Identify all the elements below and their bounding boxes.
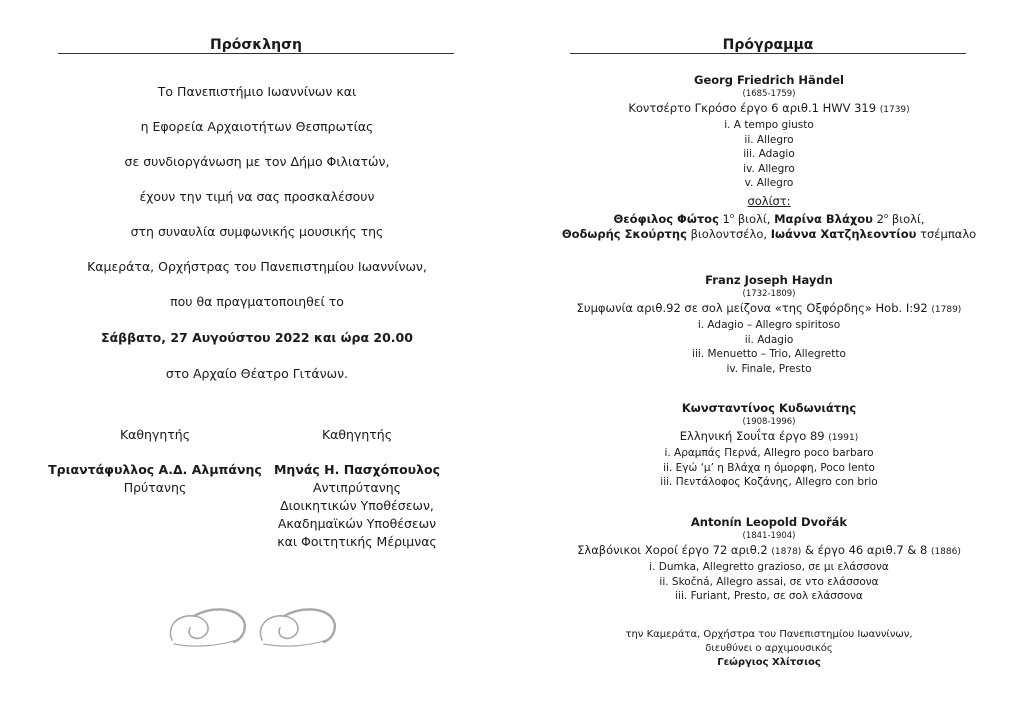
- programme-item-kydoniatis: [542, 401, 996, 490]
- work-title: Κοντσέρτο Γκρόσο έργο 6 αριθ.1 HWV 319 (1739): [628, 101, 910, 115]
- movement: iii. Menuetto – Trio, Allegretto: [692, 348, 846, 361]
- movement: ii. Εγώ ‘μ’ η Βλάχα η όμορφη, Poco lento: [663, 461, 875, 474]
- soloists-label: σολίστ:: [747, 193, 791, 208]
- movement: iii. Furiant, Presto, σε σολ ελάσσονα: [675, 590, 863, 603]
- composer-name: Franz Joseph Haydn: [705, 273, 833, 287]
- conductor-intro: διευθύνει ο αρχιμουσικός: [705, 643, 833, 654]
- event-date: Σάββατο, 27 Αυγούστου 2022 και ώρα 20.00: [101, 330, 413, 345]
- movement: iv. Finale, Presto: [726, 362, 812, 375]
- signatory-left-name: Τριαντάφυλλος Α.Δ. Αλμπάνης: [48, 462, 262, 477]
- programme-item-dvorak: [542, 515, 996, 604]
- programme-footer: [542, 628, 996, 670]
- invitation-heading-rule: [58, 53, 454, 54]
- movement: iii. Adagio: [743, 148, 795, 161]
- work-title: Συμφωνία αριθ.92 σε σολ μείζονα «της Οξφόρδης» Hob. I:92 (1789): [576, 301, 962, 315]
- signatory-left: [40, 461, 270, 497]
- movement: iii. Πεντάλοφος Κοζάνης, Allegro con brio: [660, 476, 878, 489]
- decorative-swirl-ornament: [164, 600, 350, 650]
- signatory-right-role: Διοικητικών Υποθέσεων,: [280, 498, 434, 513]
- programme-heading-rule: [570, 53, 966, 54]
- composer-years: (1732-1809): [742, 289, 796, 299]
- invitation-line: που θα πραγματοποιηθεί το: [170, 294, 344, 309]
- composer-name: Georg Friedrich Händel: [694, 73, 844, 87]
- soloists-line-2: Θοδωρής Σκούρτης βιολοντσέλο, Ιωάννα Χατζηλεοντίου τσέμπαλο: [561, 227, 977, 242]
- soloists-line-1: Θεόφιλος Φώτος $1^o$ βιολί, Μαρίνα Βλάχου $2^o$ βιολί,: [613, 211, 925, 226]
- conductor-name: Γεώργιος Χλίτσιος: [717, 657, 821, 668]
- signatory-left-title: Καθηγητής: [119, 427, 191, 442]
- event-venue: στο Αρχαίο Θέατρο Γιτάνων.: [165, 366, 349, 381]
- invitation-heading: Πρόσκληση: [210, 37, 302, 53]
- composer-name: Κωνσταντίνος Κυδωνιάτης: [681, 401, 857, 415]
- composer-years: (1685-1759): [742, 89, 796, 99]
- invitation-line: Καμεράτα, Ορχήστρας του Πανεπιστημίου Ιωαννίνων,: [87, 259, 427, 274]
- movement: ii. Adagio: [744, 333, 794, 346]
- movement: ii. Allegro: [744, 133, 794, 146]
- programme-heading: Πρόγραμμα: [722, 37, 814, 53]
- movement: v. Allegro: [744, 177, 794, 190]
- programme-page: [512, 0, 1024, 724]
- work-title: Σλαβόνικοι Χοροί έργο 72 αριθ.2 (1878) & έργο 46 αριθ.7 & 8 (1886): [577, 543, 961, 557]
- movement: i. Αραμπάς Περνά, Allegro poco barbaro: [664, 447, 874, 459]
- composer-name: Antonín Leopold Dvořák: [690, 515, 848, 529]
- invitation-line: η Εφορεία Αρχαιοτήτων Θεσπρωτίας: [140, 119, 374, 134]
- movement: i. Dumka, Allegretto grazioso, σε μι ελάσσονα: [649, 561, 889, 573]
- invitation-line: έχουν την τιμή να σας προσκαλέσουν: [139, 189, 375, 204]
- signatory-right: [262, 461, 452, 551]
- programme-item-haydn: [542, 273, 996, 376]
- programme-item-handel: [542, 73, 996, 243]
- signatory-right-title: Καθηγητής: [321, 427, 393, 442]
- signatory-right-role: και Φοιτητικής Μέριμνας: [277, 534, 437, 549]
- movement: ii. Skočná, Allegro assai, σε ντο ελάσσονα: [659, 575, 879, 588]
- invitation-line: Το Πανεπιστήμιο Ιωαννίνων και: [157, 84, 357, 99]
- movement: i. A tempo giusto: [724, 119, 814, 131]
- signatory-right-role: Αντιπρύτανης: [313, 480, 401, 495]
- orchestra-line: την Καμεράτα, Ορχήστρα του Πανεπιστημίου Ιωαννίνων,: [625, 629, 913, 640]
- work-title: Ελληνική Σουΐτα έργο 89 (1991): [679, 429, 859, 443]
- movement: iv. Allegro: [743, 162, 795, 175]
- signatory-left-role: Πρύτανης: [123, 480, 187, 495]
- signatory-right-name: Μηνάς Η. Πασχόπουλος: [273, 462, 441, 477]
- composer-years: (1841-1904): [742, 531, 796, 541]
- invitation-line: σε συνδιοργάνωση με τον Δήμο Φιλιατών,: [124, 154, 390, 169]
- invitation-line: στη συναυλία συμφωνικής μουσικής της: [130, 224, 384, 239]
- movement: i. Adagio – Allegro spiritoso: [697, 319, 841, 331]
- signatory-right-role: Ακαδημαϊκών Υποθέσεων: [277, 516, 437, 531]
- composer-years: (1908-1996): [742, 417, 796, 427]
